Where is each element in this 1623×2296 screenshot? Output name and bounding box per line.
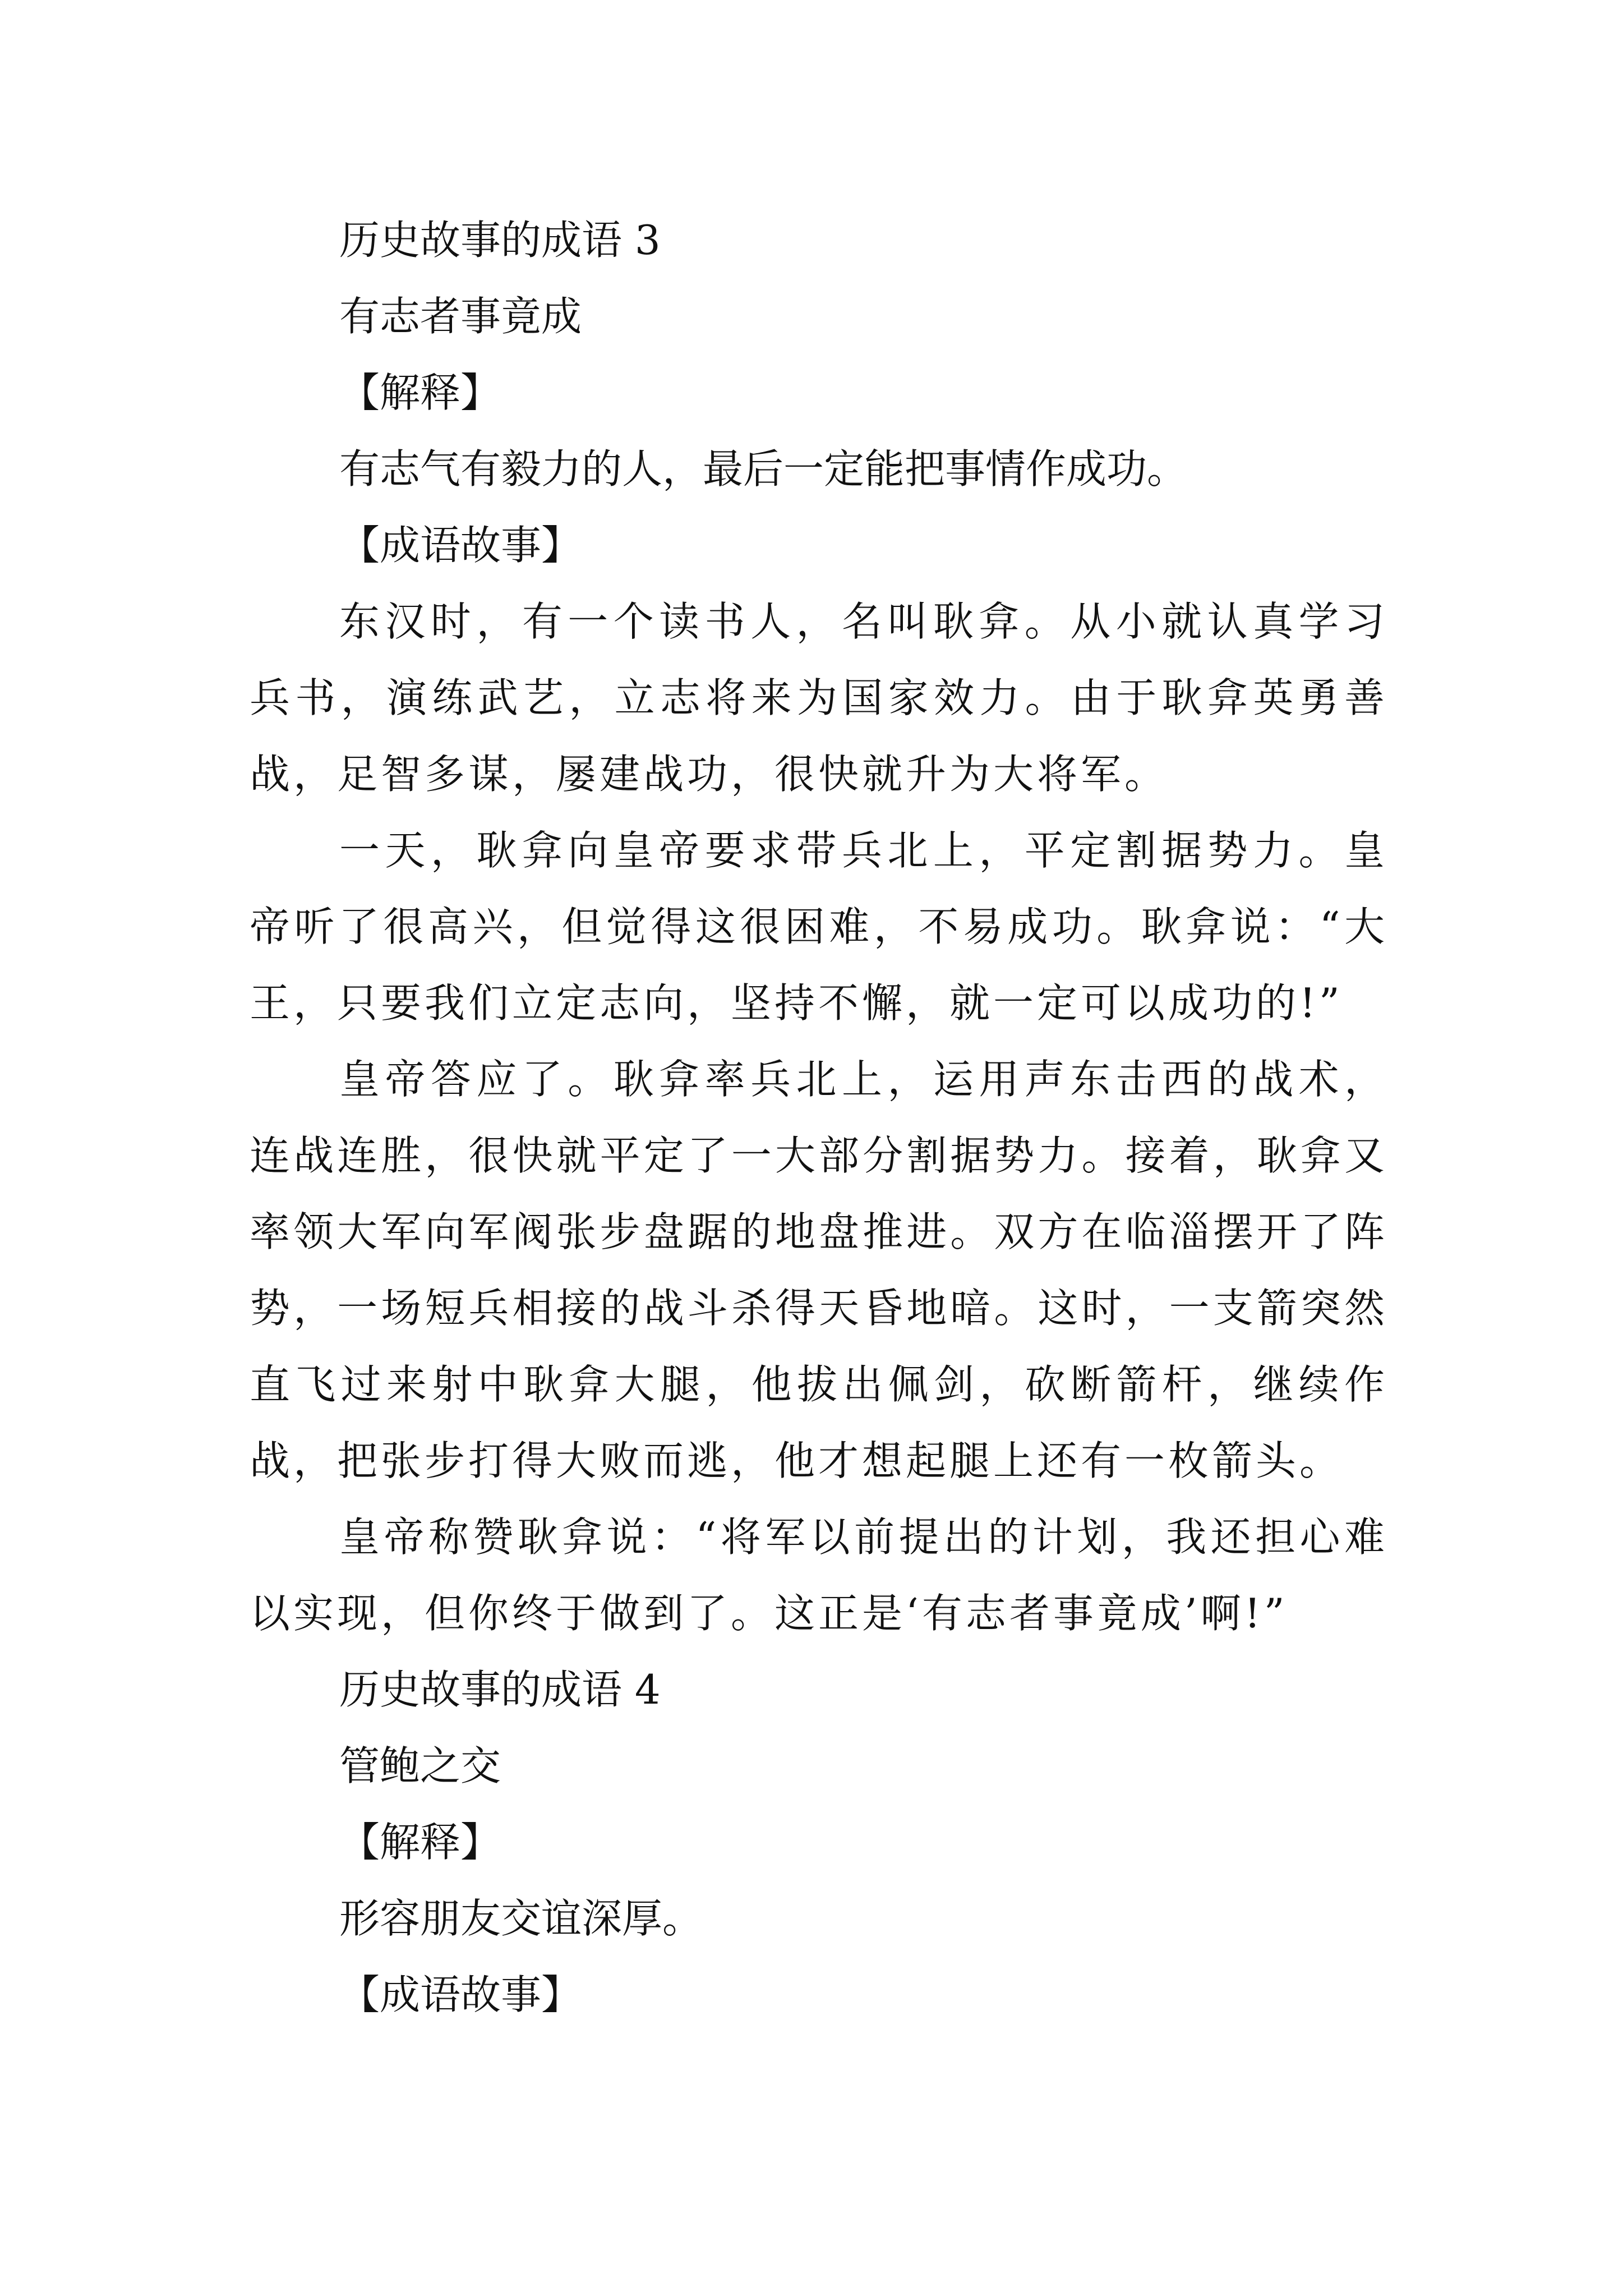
story-paragraph: 皇帝称赞耿弇说：“将军以前提出的计划，我还担心难以实现，但你终于做到了。这正是‘有志者事竟成’啊!”: [250, 1513, 1388, 1637]
story-heading: 【成语故事】: [339, 1971, 582, 2018]
explanation-text: 有志气有毅力的人，最后一定能把事情作成功。: [339, 445, 1188, 493]
idiom-heading: 有志者事竟成: [339, 293, 582, 340]
idiom-heading: 管鲍之交: [339, 1742, 501, 1789]
story-paragraph: 东汉时，有一个读书人，名叫耿弇。从小就认真学习兵书，演练武艺，立志将来为国家效力。由于耿弇英勇善战，足智多谋，屡建战功，很快就升为大将军。: [250, 598, 1388, 798]
section-title: 历史故事的成语 4: [339, 1666, 661, 1713]
explanation-heading: 【解释】: [339, 1819, 501, 1866]
story-paragraph: 皇帝答应了。耿弇率兵北上，运用声东击西的战术，连战连胜，很快就平定了一大部分割据势力。接着，耿弇又率领大军向军阀张步盘踞的地盘推进。双方在临淄摆开了阵势，一场短兵相接的战斗杀得天昏地暗。这时，一支箭突然直飞过来射中耿弇大腿，他拔出佩剑，砍断箭杆，继续作战，把张步打得大败而逃，他才想起腿上还有一枚箭头。: [250, 1056, 1388, 1484]
section-title: 历史故事的成语 3: [339, 217, 661, 264]
story-paragraph: 一天，耿弇向皇帝要求带兵北上，平定割据势力。皇帝听了很高兴，但觉得这很困难，不易成功。耿弇说：“大王，只要我们立定志向，坚持不懈，就一定可以成功的!”: [250, 827, 1388, 1027]
explanation-text: 形容朋友交谊深厚。: [339, 1895, 703, 1942]
document-body: [250, 202, 1388, 2033]
story-heading: 【成语故事】: [339, 522, 582, 569]
explanation-heading: 【解释】: [339, 369, 501, 416]
